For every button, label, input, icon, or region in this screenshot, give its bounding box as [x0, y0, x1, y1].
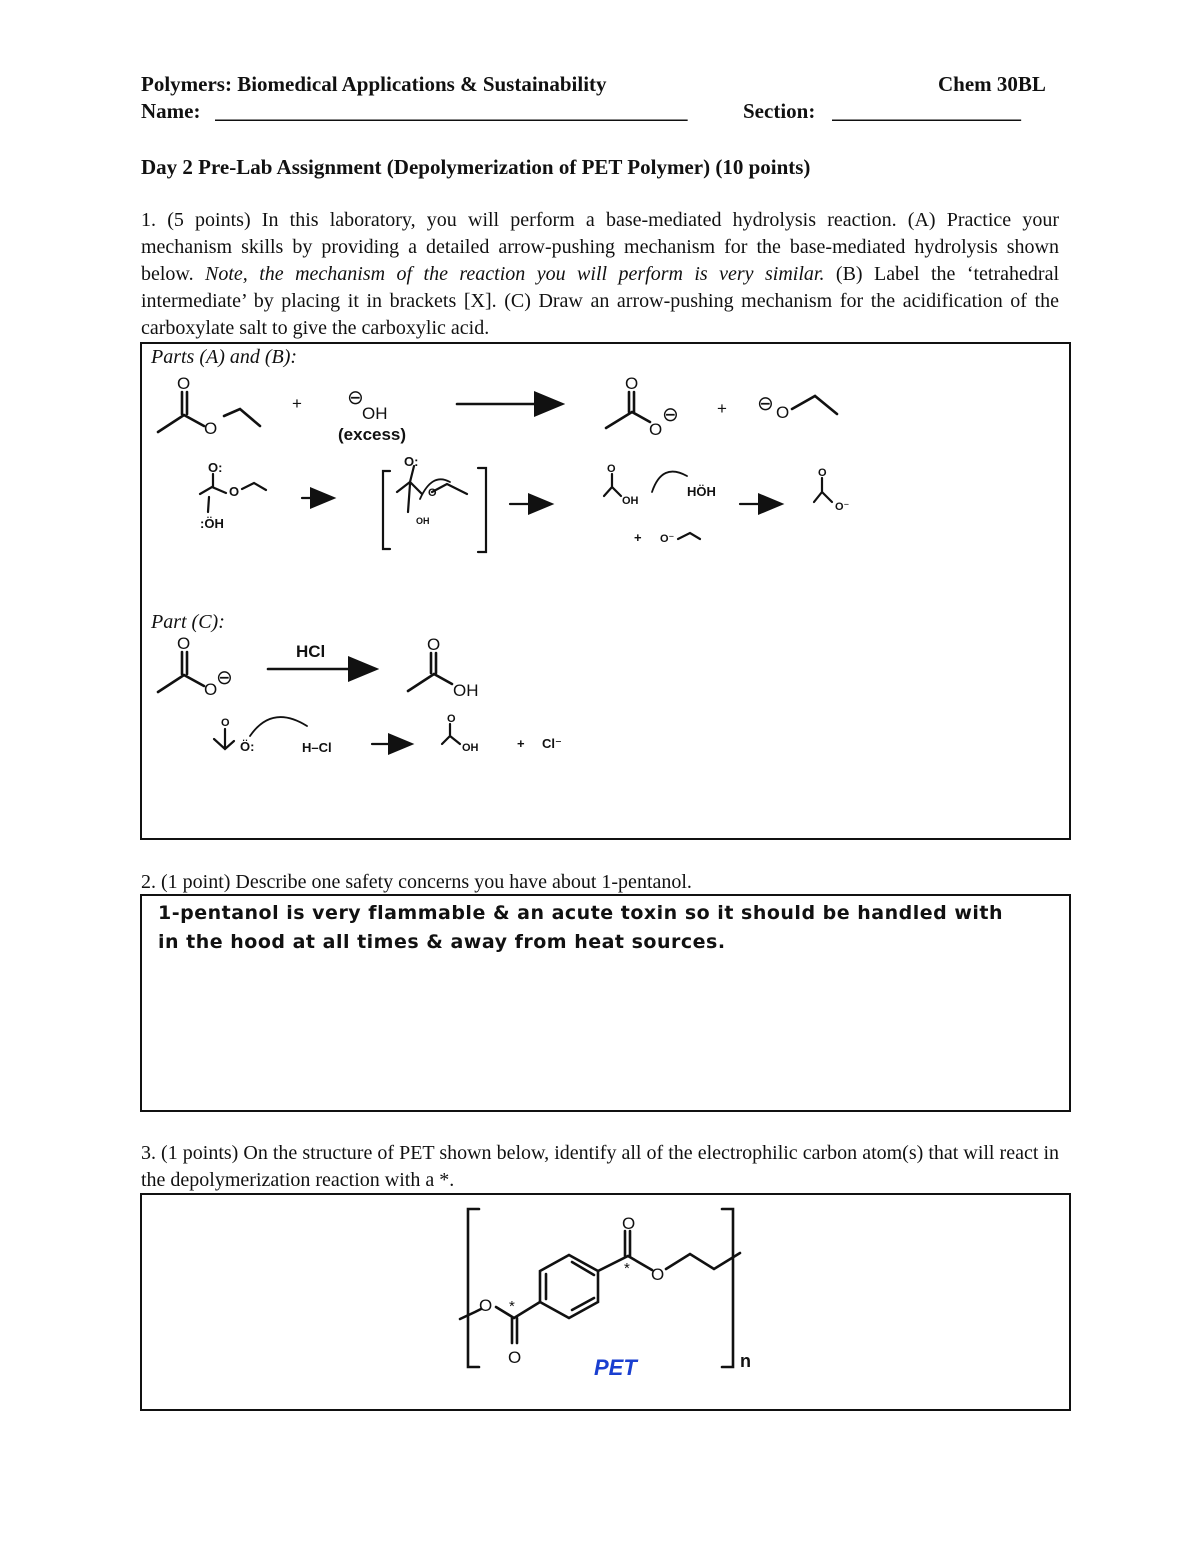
hw-c-acid-o: O [447, 713, 456, 725]
pet-star-right: * [624, 1260, 630, 1277]
part-c-o: O [204, 680, 218, 699]
assignment-title: Day 2 Pre-Lab Assignment (Depolymerization of PET Polymer) (10 points) [141, 155, 811, 179]
course-code: Chem 30BL [938, 72, 1046, 96]
ethoxide-bonds [792, 396, 837, 414]
ethoxide-charge: ⊖ [757, 393, 774, 415]
question-1-body-b: (B) Label the ‘tetrahedral intermediate’ by placing it in brackets [X]. (C) Draw an arrow-pushing mechanism for the acidification of the carboxylate salt to give the carboxylic acid. [141, 263, 1059, 339]
part-c-label: Part (C): [151, 611, 225, 633]
pet-right-carbonyl-o: O [622, 1214, 636, 1233]
ethyl-acetate-carbonyl-o: O [177, 374, 191, 393]
acetic-acid-bonds [408, 674, 452, 691]
plus-sign-1: + [292, 394, 302, 413]
hw-water: HÖH [687, 484, 716, 499]
acetic-acid-oh: OH [453, 681, 479, 700]
part-c-acetate-bonds [158, 675, 204, 692]
hw-tetrahedral-oh: OH [416, 516, 430, 526]
part-c-carbonyl-o: O [177, 634, 191, 653]
question-3-text: 3. (1 points) On the structure of PET shown below, identify all of the electrophilic carbon atom(s) that will react in the depolymerization reaction with a *. [141, 1142, 1059, 1191]
acetic-acid-carbonyl-o: O [427, 635, 441, 654]
pet-benzene-ring [540, 1255, 598, 1318]
pet-right-ester-o: O [651, 1265, 665, 1284]
hw-ethoxide-o: O⁻ [660, 533, 675, 545]
question-3-answer-box[interactable] [140, 1193, 1071, 1411]
hw-acid-o: O [607, 463, 616, 475]
question-2-answer-line-2: in the hood at all times & away from heat sources. [158, 931, 726, 953]
hw-ethoxide-bonds [678, 533, 700, 539]
excess-label: (excess) [338, 425, 407, 444]
hw-acetate-o-minus: O⁻ [835, 501, 850, 513]
question-2-answer-box[interactable] [140, 894, 1071, 1112]
hw-plus-1: + [634, 530, 642, 545]
hw-bracket-left [383, 471, 390, 549]
question-1-note: Note, the mechanism of the reaction you will perform is very similar. [205, 263, 825, 285]
course-title: Polymers: Biomedical Applications & Sustainability [141, 72, 607, 96]
question-2-text: 2. (1 point) Describe one safety concerns you have about 1-pentanol. [141, 871, 692, 893]
hw-tetrahedral-o: O: [404, 454, 419, 469]
pet-ethylene-chain [666, 1253, 740, 1269]
hw-c-o-lp: Ö: [240, 739, 255, 754]
pet-left-carbonyl-o: O [508, 1348, 522, 1367]
hw-c-acid-oh: OH [462, 742, 479, 754]
hw-acetate-o: O [818, 467, 827, 479]
hcl-label: HCl [296, 642, 326, 661]
name-blank[interactable]: _____________________________________________ [215, 99, 688, 123]
hw-acetate-bonds [814, 478, 832, 502]
question-1-body-a: 1. (5 points) In this laboratory, you will perform a base-mediated hydrolysis reaction. (A) Practice your mechanism skills by providing a detailed arrow-pushing mechanism for the base-mediated hydrolysis shown below. [141, 209, 1059, 285]
pet-left-chain [460, 1302, 540, 1319]
question-1-answer-box[interactable] [140, 342, 1071, 840]
part-c-charge: ⊖ [216, 667, 233, 689]
question-1-text [141, 207, 1059, 342]
hw-carbonyl-o-colon: O: [208, 460, 223, 475]
hydroxide-oh: OH [362, 404, 388, 423]
pet-label: PET [594, 1355, 637, 1380]
hw-c-hcl: H–Cl [302, 740, 332, 755]
hydroxide-charge: ⊖ [347, 387, 364, 409]
hw-c-carbonyl-o: O [221, 717, 230, 729]
acetate-charge: ⊖ [662, 404, 679, 426]
hw-bracket-right [478, 468, 486, 552]
acetate-carbonyl-o: O [625, 374, 639, 393]
hw-ester-o: O [229, 484, 240, 499]
hw-c-curved-arrow [250, 717, 307, 736]
pet-bracket-right [722, 1209, 733, 1367]
name-label: Name: [141, 99, 201, 123]
section-blank[interactable]: __________________ [832, 99, 1021, 123]
hw-tetrahedral-o-alk: O [428, 487, 437, 499]
hw-c-acid-bonds [442, 724, 460, 744]
parts-ab-label: Parts (A) and (B): [151, 346, 298, 368]
acetate-bonds [606, 412, 650, 428]
hw-curved-arrow-2 [652, 472, 687, 492]
hw-c-acetate-bonds [214, 729, 234, 749]
pet-star-left: * [509, 1298, 515, 1315]
hw-acid-bonds [604, 474, 621, 496]
acetate-o: O [649, 420, 663, 439]
plus-sign-2: + [717, 399, 727, 418]
hw-acid-oh: OH [622, 495, 639, 507]
pet-left-ester-o: O [479, 1296, 493, 1315]
ethyl-acetate-ester-o: O [204, 419, 218, 438]
hw-c-plus: + [517, 736, 525, 751]
ethoxide-o: O [776, 403, 790, 422]
hw-c-chloride: Cl⁻ [542, 736, 562, 751]
pet-bracket-left [468, 1209, 479, 1367]
reaction-scheme [142, 344, 1069, 838]
pet-repeat-n: n [740, 1351, 751, 1371]
section-label: Section: [743, 99, 816, 123]
question-2-answer-line-1: 1-pentanol is very flammable & an acute toxin so it should be handled with [158, 902, 1004, 924]
hw-hydroxide: :ÖH [200, 516, 224, 531]
pet-structure [142, 1195, 1069, 1409]
